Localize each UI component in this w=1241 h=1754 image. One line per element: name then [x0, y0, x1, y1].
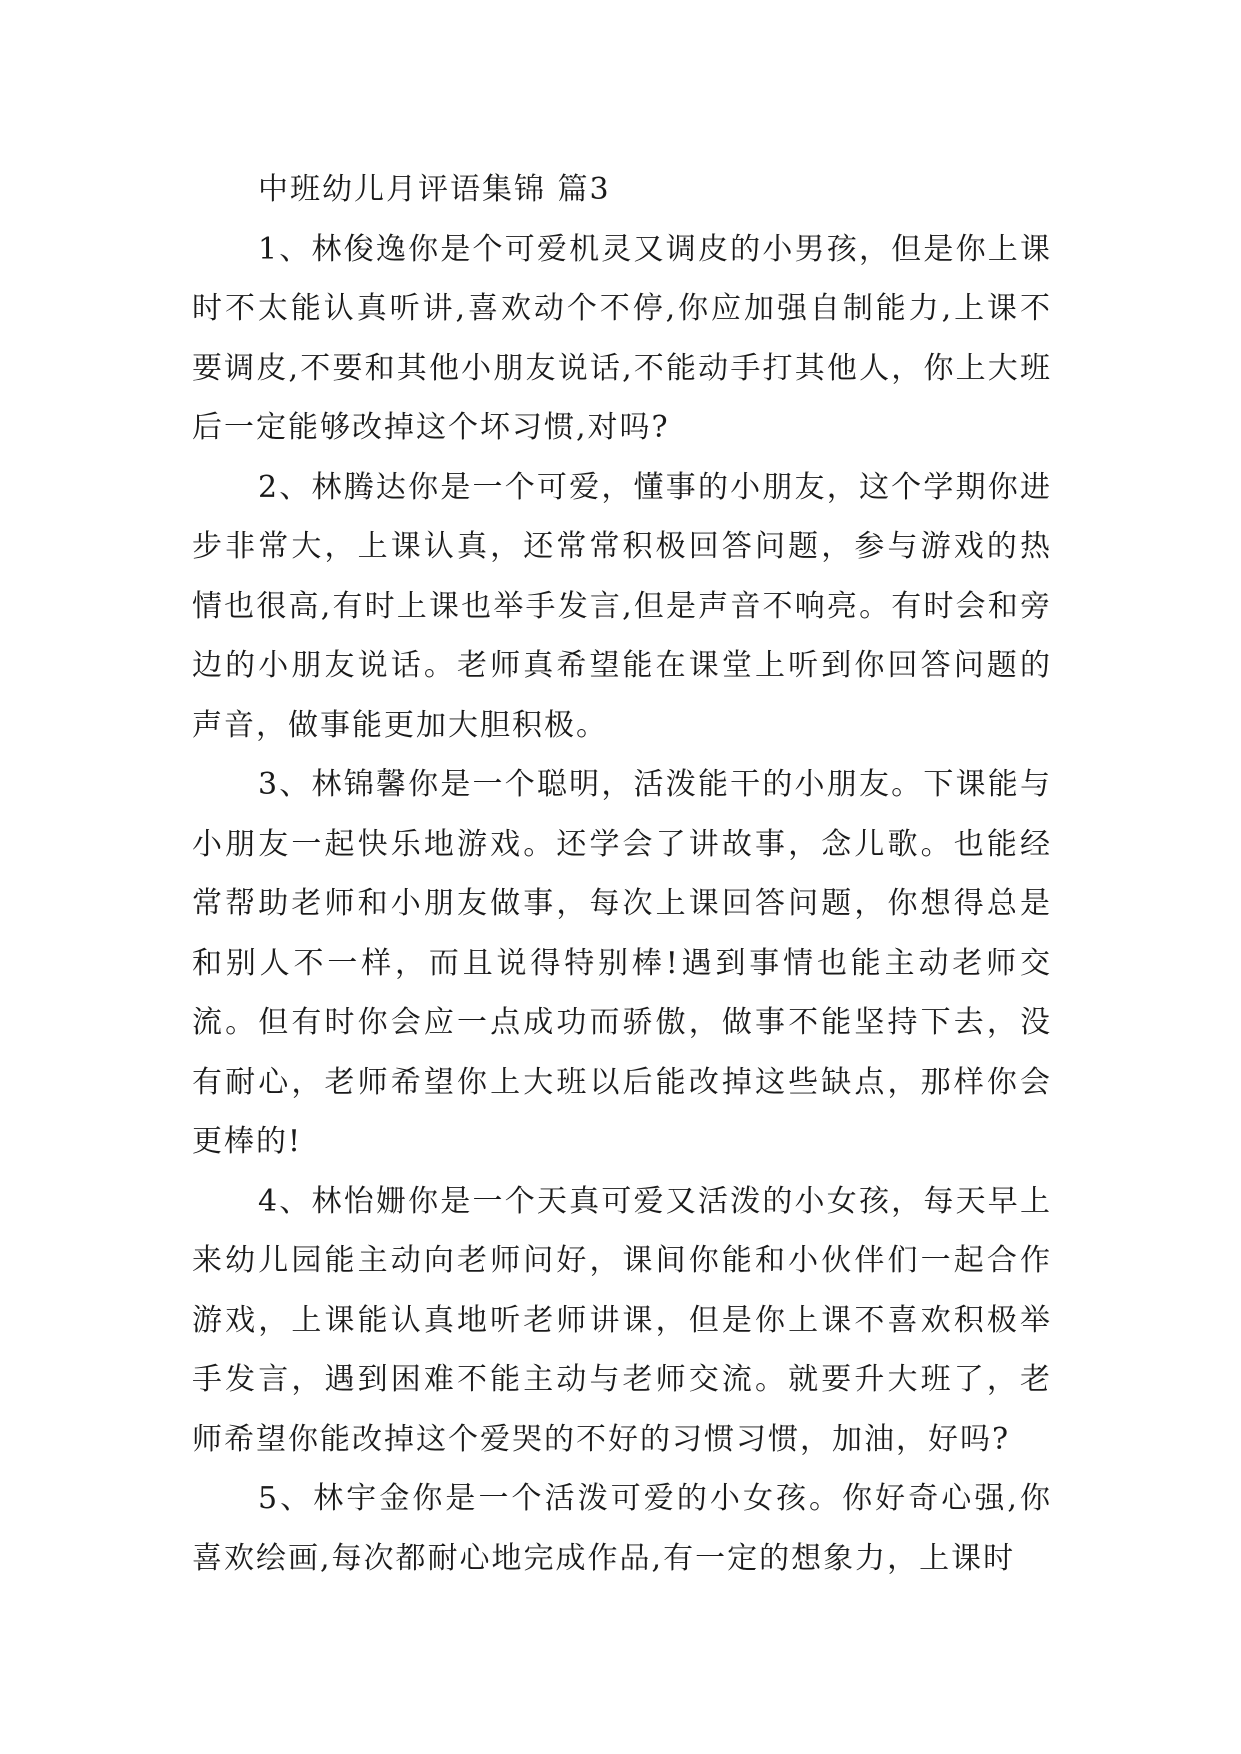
paragraph-1: 1、林俊逸你是个可爱机灵又调皮的小男孩，但是你上课时不太能认真听讲,喜欢动个不停,你应加强自制能力,上课不要调皮,不要和其他小朋友说话,不能动手打其他人，你上大班后一定能够改掉这个坏习惯,对吗? — [192, 231, 1052, 445]
paragraph-3: 3、林锦馨你是一个聪明，活泼能干的小朋友。下课能与小朋友一起快乐地游戏。还学会了讲故事，念儿歌。也能经常帮助老师和小朋友做事，每次上课回答问题，你想得总是和别人不一样，而且说得特别棒!遇到事情也能主动老师交流。但有时你会应一点成功而骄傲，做事不能坚持下去，没有耐心，老师希望你上大班以后能改掉这些缺点，那样你会更棒的! — [192, 767, 1052, 1159]
paragraph-4: 4、林怡姗你是一个天真可爱又活泼的小女孩，每天早上来幼儿园能主动向老师问好，课间你能和小伙伴们一起合作游戏，上课能认真地听老师讲课，但是你上课不喜欢积极举手发言，遇到困难不能主动与老师交流。就要升大班了，老师希望你能改掉这个爱哭的不好的习惯习惯，加油，好吗? — [192, 1183, 1052, 1457]
document-title: 中班幼儿月评语集锦 篇3 — [258, 172, 611, 207]
document-body — [192, 160, 1052, 1588]
paragraph-2: 2、林腾达你是一个可爱，懂事的小朋友，这个学期你进步非常大，上课认真，还常常积极回答问题，参与游戏的热情也很高,有时上课也举手发言,但是声音不响亮。有时会和旁边的小朋友说话。老师真希望能在课堂上听到你回答问题的声音，做事能更加大胆积极。 — [192, 469, 1052, 743]
paragraph-5: 5、林宇金你是一个活泼可爱的小女孩。你好奇心强,你喜欢绘画,每次都耐心地完成作品,有一定的想象力，上课时 — [192, 1481, 1052, 1576]
